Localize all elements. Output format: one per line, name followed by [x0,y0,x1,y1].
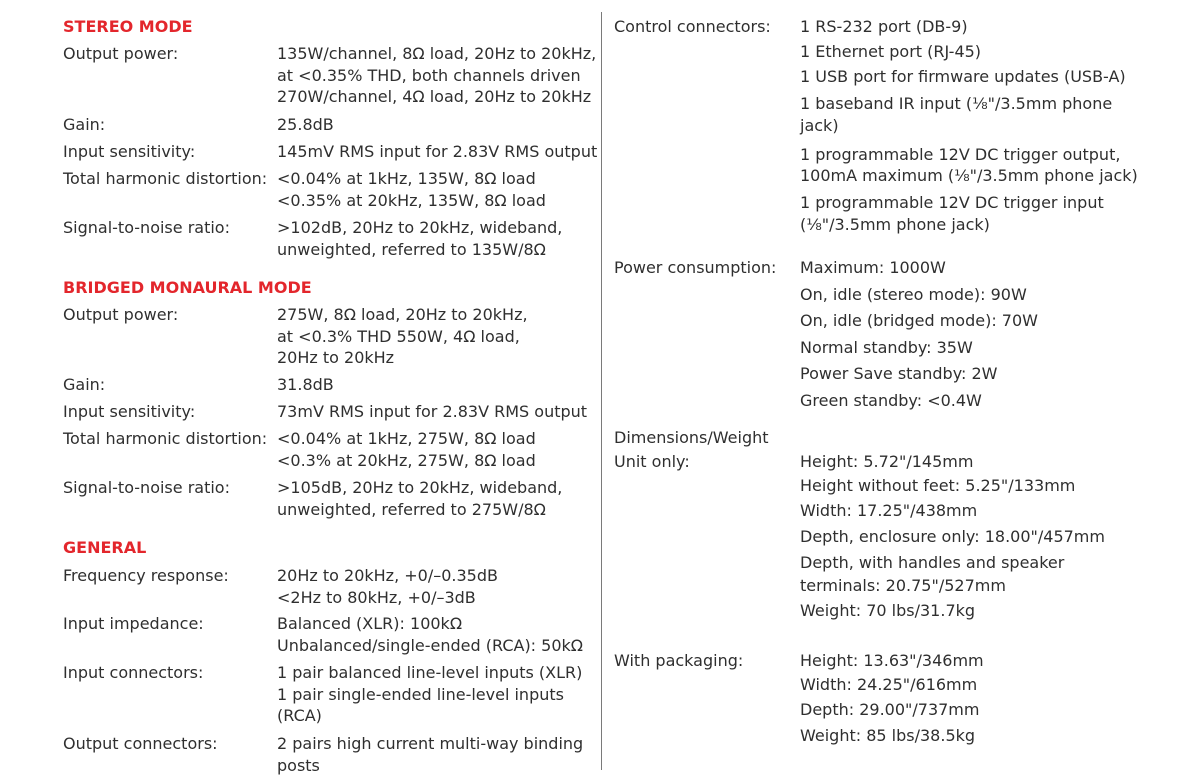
power-consumption-value [800,257,1038,416]
stereo-gain-value [277,114,334,136]
spec-line: 1 programmable 12V DC trigger input [800,193,1104,212]
frequency-response-value [277,565,498,608]
spec-line: Depth, with handles and speaker [800,553,1065,572]
spec-line: 25.8dB [277,115,334,134]
spec-line: 31.8dB [277,375,334,394]
spec-line: 145mV RMS input for 2.83V RMS output [277,142,598,161]
spec-line: (⅛"/3.5mm phone jack) [800,214,990,234]
spec-line: 100mA maximum (⅛"/3.5mm phone jack) [800,166,1138,185]
spec-line: Height without feet: 5.25"/133mm [800,476,1076,495]
bridged-mode-heading: BRIDGED MONAURAL MODE [63,278,312,297]
bridged-thd-label: Total harmonic distortion: [63,429,268,448]
unit-only-label: Unit only: [614,452,690,471]
stereo-gain-label: Gain: [63,115,106,134]
spec-line: >102dB, 20Hz to 20kHz, wideband, [277,218,563,237]
spec-line: Height: 13.63"/346mm [800,651,984,670]
spec-line: Width: 24.25"/616mm [800,675,978,694]
column-divider [601,12,602,770]
spec-line: unweighted, referred to 135W/8Ω [277,239,546,259]
stereo-thd-value [277,168,546,211]
spec-line: On, idle (bridged mode): 70W [800,311,1038,330]
spec-line: On, idle (stereo mode): 90W [800,284,1027,304]
output-connectors-label: Output connectors: [63,734,218,753]
with-packaging-label: With packaging: [614,651,744,670]
spec-line: <0.04% at 1kHz, 135W, 8Ω load [277,169,536,188]
spec-line: 275W, 8Ω load, 20Hz to 20kHz, [277,305,528,324]
stereo-input-sensitivity-value [277,141,597,163]
bridged-thd-value [277,428,536,471]
spec-line: 135W/channel, 8Ω load, 20Hz to 20kHz, [277,44,597,63]
stereo-output-power-label: Output power: [63,44,179,63]
power-consumption-label: Power consumption: [614,258,777,277]
stereo-snr-label: Signal-to-noise ratio: [63,218,230,237]
stereo-input-sensitivity-label: Input sensitivity: [63,142,196,161]
bridged-gain-label: Gain: [63,375,106,394]
spec-line: Height: 5.72"/145mm [800,452,974,471]
spec-line: 1 pair balanced line-level inputs (XLR) [277,663,583,682]
frequency-response-label: Frequency response: [63,566,229,585]
dimensions-weight-label: Dimensions/Weight [614,428,769,447]
control-connectors-label: Control connectors: [614,17,771,36]
spec-line: Width: 17.25"/438mm [800,501,978,520]
stereo-mode-heading: STEREO MODE [63,17,193,36]
spec-line: 20Hz to 20kHz [277,348,395,367]
spec-line: terminals: 20.75"/527mm [800,575,1006,595]
spec-line: Maximum: 1000W [800,258,946,277]
input-connectors-value [277,662,582,727]
output-connectors-value [277,733,583,776]
spec-line: <0.3% at 20kHz, 275W, 8Ω load [277,450,536,470]
spec-line: 1 pair single-ended line-level inputs [277,684,564,704]
spec-line: 1 RS-232 port (DB-9) [800,17,968,36]
input-impedance-value [277,613,583,656]
bridged-snr-label: Signal-to-noise ratio: [63,478,230,497]
input-impedance-label: Input impedance: [63,614,204,633]
bridged-input-sensitivity-value [277,401,587,423]
with-packaging-value [800,650,984,747]
spec-line: unweighted, referred to 275W/8Ω [277,499,546,519]
spec-line: (RCA) [277,706,322,725]
spec-line: 1 USB port for firmware updates (USB-A) [800,67,1126,86]
unit-only-value [800,451,1105,621]
spec-line: Unbalanced/single-ended (RCA): 50kΩ [277,635,584,655]
spec-line: 1 Ethernet port (RJ-45) [800,42,982,61]
spec-line: <0.35% at 20kHz, 135W, 8Ω load [277,190,546,210]
spec-line: Green standby: <0.4W [800,390,982,410]
spec-line: Depth, enclosure only: 18.00"/457mm [800,527,1105,546]
spec-line: >105dB, 20Hz to 20kHz, wideband, [277,478,563,497]
spec-line: 2 pairs high current multi-way binding [277,734,584,753]
bridged-input-sensitivity-label: Input sensitivity: [63,402,196,421]
stereo-snr-value [277,217,562,260]
bridged-output-power-value [277,304,528,369]
spec-line: Normal standby: 35W [800,337,973,357]
spec-line: Power Save standby: 2W [800,364,998,383]
stereo-output-power-value [277,43,596,108]
control-connectors-value [800,16,1138,235]
bridged-snr-value [277,477,562,520]
stereo-thd-label: Total harmonic distortion: [63,169,268,188]
spec-line: posts [277,755,320,775]
spec-line: 270W/channel, 4Ω load, 20Hz to 20kHz [277,87,592,106]
bridged-output-power-label: Output power: [63,305,179,324]
spec-line: 1 baseband IR input (⅛"/3.5mm phone [800,94,1113,113]
spec-line: 1 programmable 12V DC trigger output, [800,144,1121,164]
spec-line: 73mV RMS input for 2.83V RMS output [277,402,588,421]
spec-line: at <0.35% THD, both channels driven [277,65,581,85]
bridged-gain-value [277,374,334,396]
spec-line: <0.04% at 1kHz, 275W, 8Ω load [277,429,536,448]
spec-line: 20Hz to 20kHz, +0/–0.35dB [277,566,498,585]
spec-line: Weight: 85 lbs/38.5kg [800,726,976,745]
spec-line: Weight: 70 lbs/31.7kg [800,600,976,620]
spec-line: at <0.3% THD 550W, 4Ω load, [277,326,520,346]
spec-line: Balanced (XLR): 100kΩ [277,614,463,633]
input-connectors-label: Input connectors: [63,663,204,682]
spec-line: jack) [800,115,839,135]
spec-line: Depth: 29.00"/737mm [800,700,980,719]
general-heading: GENERAL [63,538,147,557]
spec-line: <2Hz to 80kHz, +0/–3dB [277,587,476,607]
